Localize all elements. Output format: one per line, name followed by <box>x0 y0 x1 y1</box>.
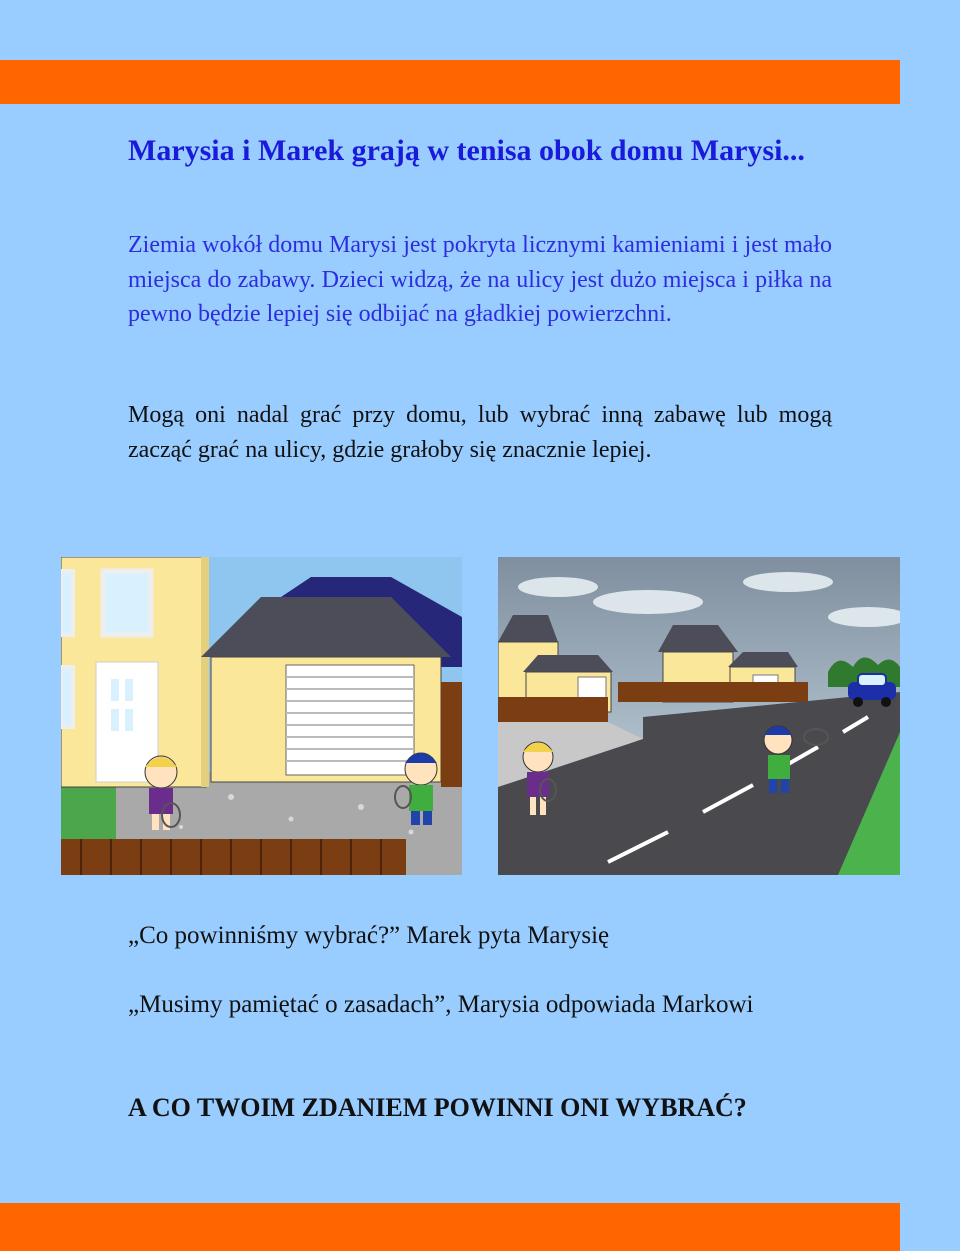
house-garage-illustration <box>61 557 462 875</box>
answer-line: „Musimy pamiętać o zasadach”, Marysia odpowiada Markowi <box>128 991 754 1018</box>
page-title: Marysia i Marek grają w tenisa obok domu Marysi... <box>128 134 805 167</box>
reader-prompt: A CO TWOIM ZDANIEM POWINNI ONI WYBRAĆ? <box>128 1093 747 1122</box>
bottom-accent-bar <box>0 1203 900 1251</box>
top-accent-bar <box>0 60 900 104</box>
intro-paragraph: Ziemia wokół domu Marysi jest pokryta licznymi kamieniami i jest mało miejsca do zabawy. Dzieci widzą, że na ulicy jest dużo miejsca i piłka na pewno będzie lepiej się odbijać na gładkiej powierzchni. <box>128 232 832 327</box>
question-line: „Co powinniśmy wybrać?” Marek pyta Marysię <box>128 922 610 949</box>
choices-paragraph: Mogą oni nadal grać przy domu, lub wybrać inną zabawę lub mogą zacząć grać na ulicy, gdzie grałoby się znacznie lepiej. <box>128 402 832 463</box>
street-illustration <box>498 557 900 875</box>
